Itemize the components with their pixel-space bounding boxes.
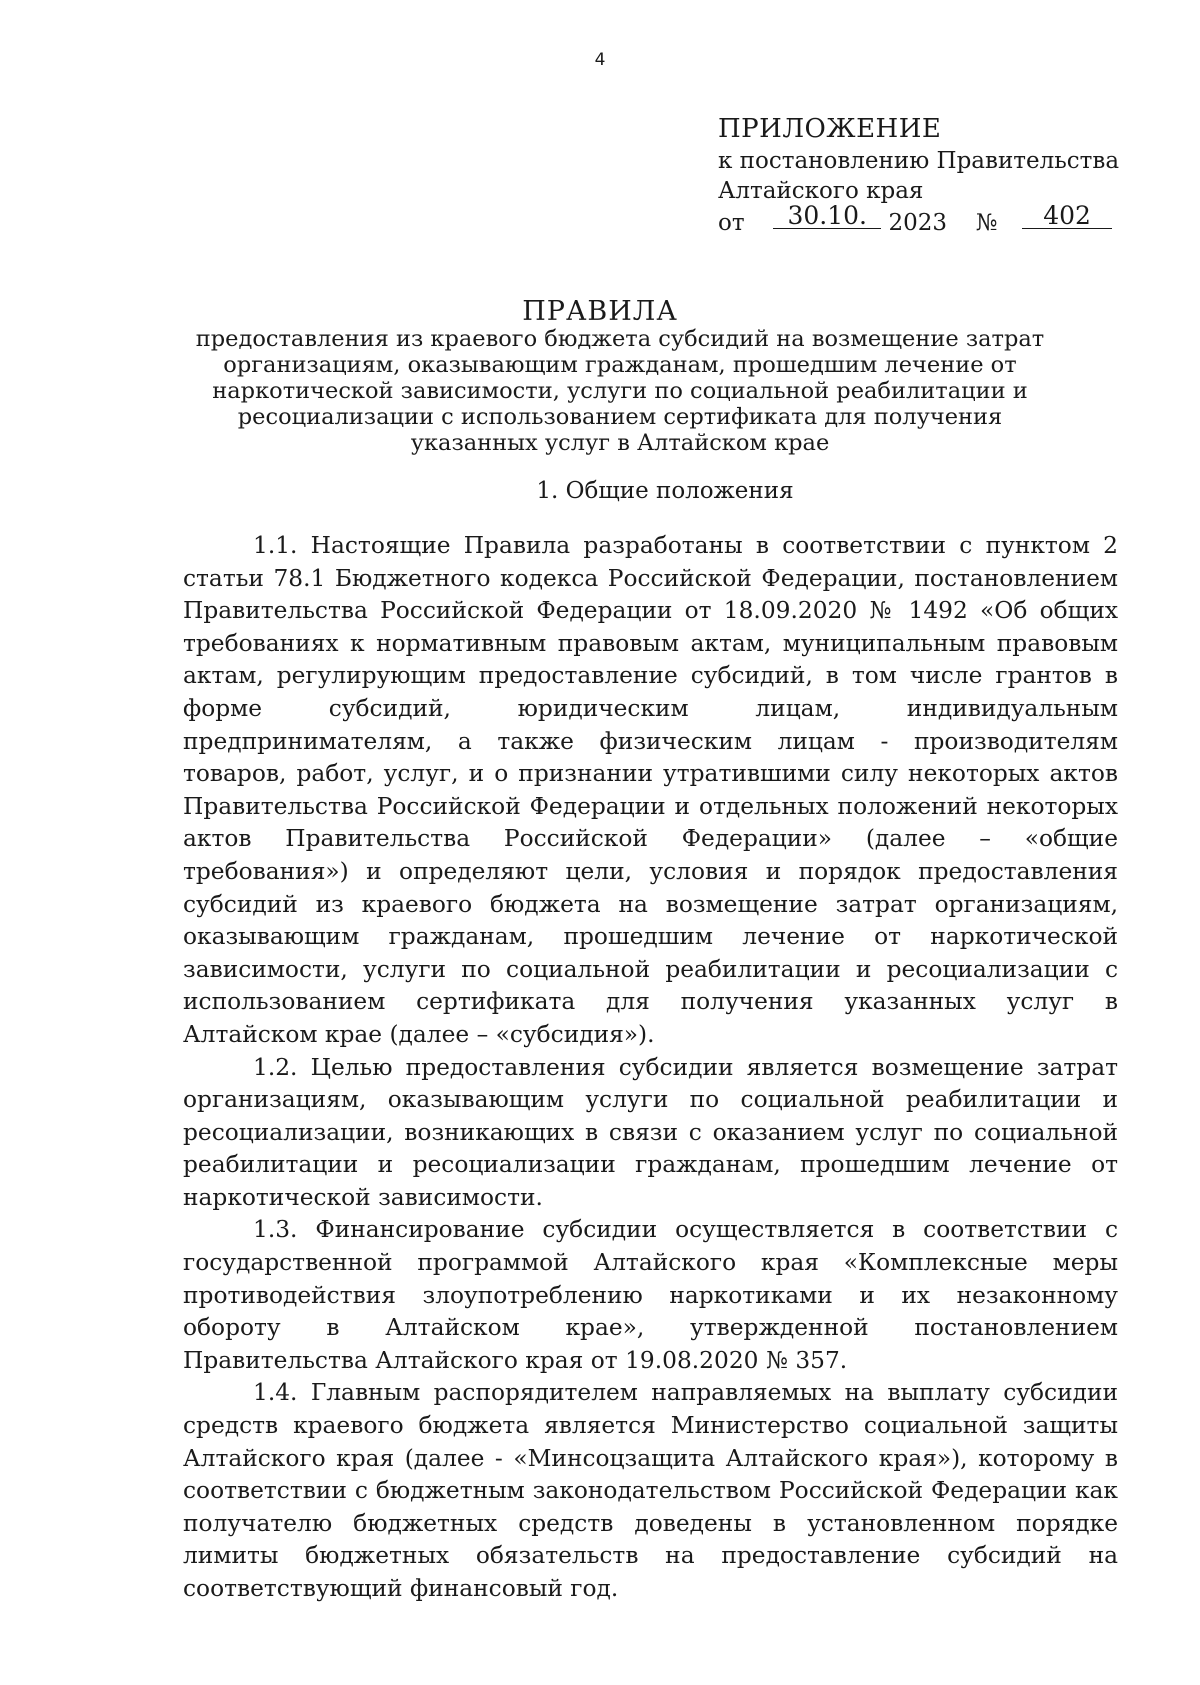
page-number: 4 — [594, 50, 606, 70]
decree-number-field: 402 — [1022, 204, 1112, 229]
decree-date-number-line — [718, 201, 1138, 240]
appendix-block — [718, 112, 1138, 240]
decree-date-field: 30.10. — [773, 204, 881, 229]
section-heading: 1. Общие положения — [536, 478, 794, 504]
decree-from-label: от — [718, 210, 745, 236]
appendix-line-region: Алтайского края — [718, 178, 924, 204]
rules-title: ПРАВИЛА — [522, 296, 678, 327]
decree-number-sign: № — [975, 210, 998, 236]
paragraph-1-2: 1.2. Целью предоставления субсидии является возмещение затрат организациям, оказывающим услуги по социальной реабилитации и ресоциализации, возникающих в связи с оказанием услуг по социальной реабилитации и ресоциализации гражданам, прошедшим лечение от наркотической зависимости. — [183, 1053, 1118, 1211]
rules-subtitle: предоставления из краевого бюджета субсидий на возмещение затрат организациям, оказывающим гражданам, прошедшим лечение от наркотической зависимости, услуги по социальной реабилитации и ресоциализации с использованием сертификата для получения указанных услуг в Алтайском крае — [195, 326, 1045, 456]
section-body — [183, 530, 1118, 1606]
paragraph-1-1: 1.1. Настоящие Правила разработаны в соответствии с пунктом 2 статьи 78.1 Бюджетного кодекса Российской Федерации, постановлением Правительства Российской Федерации от 18.09.2020 № 1492 «Об общих требованиях к нормативным правовым актам, муниципальным правовым актам, регулирующим предоставление субсидий, в том числе грантов в форме субсидий, юридическим лицам, индивидуальным предпринимателям, а также физическим лицам - производителям товаров, работ, услуг, и о признании утратившими силу некоторых актов Правительства Российской Федерации и отдельных положений некоторых актов Правительства Российской Федерации» (далее – «общие требования») и определяют цели, условия и порядок предоставления субсидий из краевого бюджета на возмещение затрат организациям, оказывающим гражданам, прошедшим лечение от наркотической зависимости, услуги по социальной реабилитации и ресоциализации с использованием сертификата для получения указанных услуг в Алтайском крае (далее – «субсидия»). — [183, 532, 1118, 1048]
appendix-title: ПРИЛОЖЕНИЕ — [718, 114, 942, 144]
decree-year: 2023 — [888, 210, 948, 236]
appendix-line-decree: к постановлению Правительства — [718, 148, 1120, 174]
paragraph-1-4: 1.4. Главным распорядителем направляемых на выплату субсидии средств краевого бюджета является Министерство социальной защиты Алтайского края (далее - «Минсоцзащита Алтайского края»), которому в соответствии с бюджетным законодательством Российской Федерации как получателю бюджетных средств доведены в установленном порядке лимиты бюджетных обязательств на предоставление субсидий на соответствующий финансовый год. — [183, 1379, 1118, 1602]
paragraph-1-3: 1.3. Финансирование субсидии осуществляется в соответствии с государственной программой Алтайского края «Комплексные меры противодействия злоупотреблению наркотиками и их незаконному обороту в Алтайском крае», утвержденной постановлением Правительства Алтайского края от 19.08.2020 № 357. — [183, 1216, 1118, 1374]
